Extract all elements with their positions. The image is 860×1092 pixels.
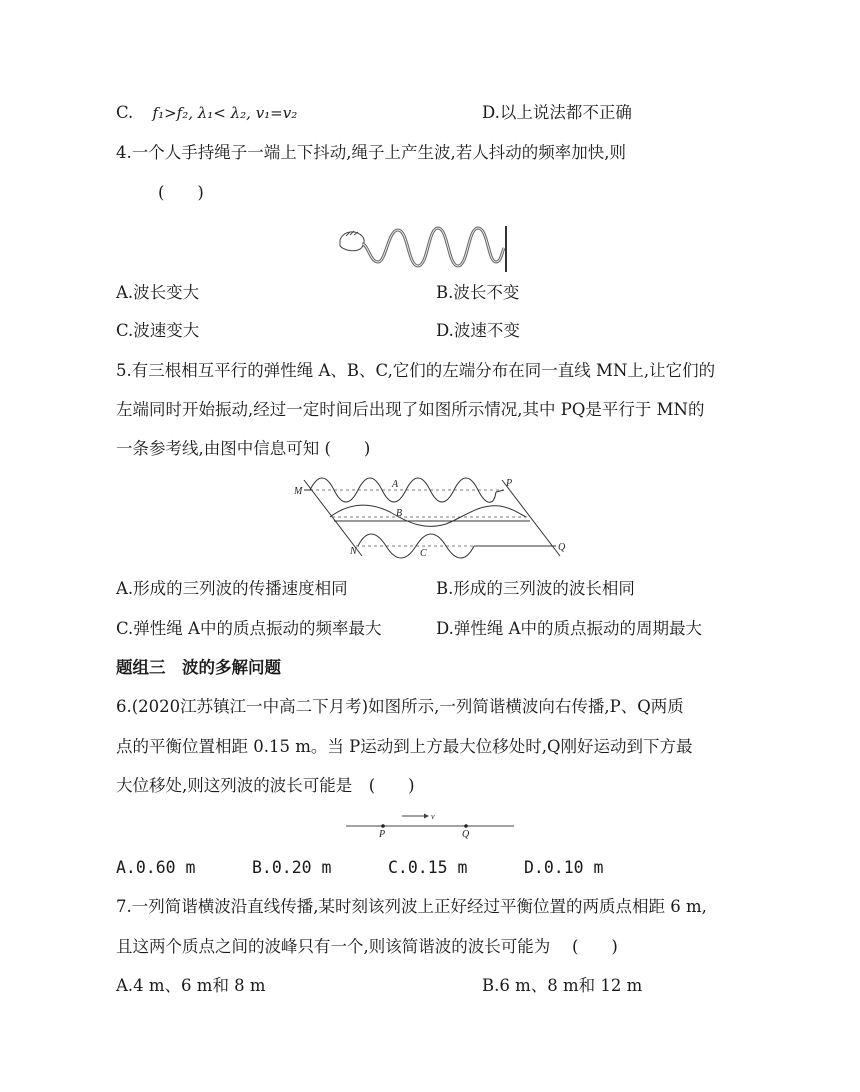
label-v: v: [431, 812, 435, 821]
q6-option-c: C.0.15 m: [388, 858, 468, 877]
q7-option-b: B.6 m、8 m和 12 m: [482, 976, 643, 995]
q4-option-b: B.波长不变: [436, 283, 520, 302]
q5-stem-line1: 5.有三根相互平行的弹性绳 A、B、C,它们的左端分布在同一直线 MN上,让它们的: [116, 361, 716, 380]
q6-option-a: A.0.60 m: [116, 858, 196, 877]
line-pq: [502, 480, 560, 556]
q3-option-c-formula: f₁>f₂, λ₁< λ₂, v₁=v₂: [152, 104, 298, 122]
q5-option-c: C.弹性绳 A中的质点振动的频率最大: [116, 619, 382, 638]
q4-answer-paren: ( ): [158, 183, 204, 202]
three-ropes-figure: [290, 474, 580, 570]
q6-stem-line1: 6.(2020江苏镇江一中高二下月考)如图所示,一列简谐横波向右传播,P、Q两质: [116, 697, 684, 716]
q5-stem-line2: 左端同时开始振动,经过一定时间后出现了如图所示情况,其中 PQ是平行于 MN的: [116, 400, 705, 419]
q4-option-a: A.波长变大: [116, 283, 200, 302]
label-m: M: [294, 486, 303, 497]
q3-option-c: [116, 102, 297, 124]
wave-b: [330, 505, 526, 526]
line-mn: [304, 480, 362, 556]
label-p: P: [506, 478, 513, 489]
q6-stem-line3: 大位移处,则这列波的波长可能是 ( ): [116, 776, 415, 795]
point-p: [381, 824, 385, 828]
label-b: B: [396, 508, 403, 519]
rope-wave: [362, 228, 504, 266]
q6-option-d: D.0.10 m: [524, 858, 604, 877]
label-q: Q: [558, 542, 566, 553]
rope-wave-figure: [336, 222, 516, 276]
label-q6: Q: [462, 829, 470, 840]
arrow-head-icon: [424, 814, 429, 819]
q7-stem-line2: 且这两个质点之间的波峰只有一个,则该简谐波的波长可能为 ( ): [116, 937, 618, 956]
q5-option-b: B.形成的三列波的波长相同: [436, 579, 635, 598]
pq-wave-figure: [344, 810, 516, 840]
q6-stem-line2: 点的平衡位置相距 0.15 m。当 P运动到上方最大位移处时,Q刚好运动到下方最: [116, 737, 693, 756]
q5-stem-line3: 一条参考线,由图中信息可知 ( ): [116, 439, 371, 458]
point-q: [464, 824, 468, 828]
q7-stem-line1: 7.一列简谐横波沿直线传播,某时刻该列波上正好经过平衡位置的两质点相距 6 m,: [116, 897, 707, 916]
q4-option-d: D.波速不变: [436, 321, 520, 340]
label-p6: P: [379, 829, 386, 840]
q7-option-a: A.4 m、6 m和 8 m: [116, 976, 266, 995]
group3-heading: 题组三 波的多解问题: [116, 658, 281, 677]
label-a: A: [392, 479, 399, 490]
q5-option-a: A.形成的三列波的传播速度相同: [116, 579, 348, 598]
q4-option-c: C.波速变大: [116, 321, 200, 340]
q3-option-c-label: C.: [116, 103, 134, 122]
q3-option-d: D.以上说法都不正确: [482, 103, 632, 122]
q5-option-d: D.弹性绳 A中的质点振动的周期最大: [436, 619, 703, 638]
q6-option-b: B.0.20 m: [252, 858, 332, 877]
hand-icon: [340, 232, 364, 251]
label-n: N: [350, 546, 357, 557]
label-c: C: [420, 548, 427, 559]
q4-stem-line1: 4.一个人手持绳子一端上下抖动,绳子上产生波,若人抖动的频率加快,则: [116, 143, 626, 162]
